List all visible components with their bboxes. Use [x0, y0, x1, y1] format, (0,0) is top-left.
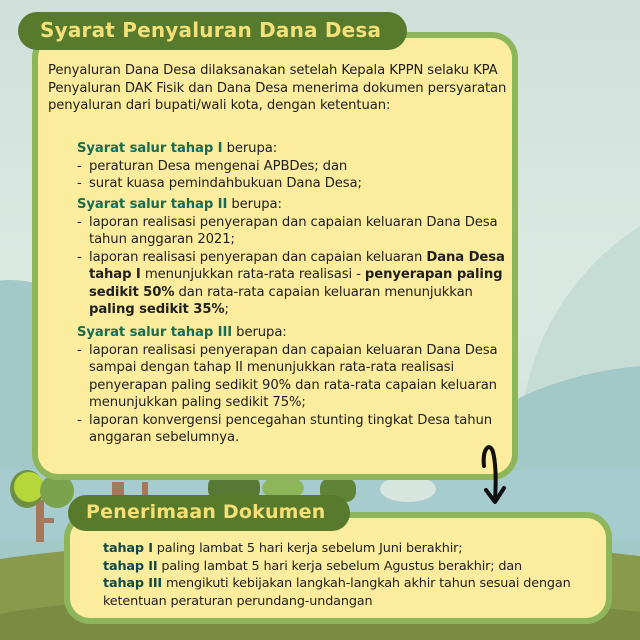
section-tahap-3: [77, 324, 517, 447]
list-item: - laporan realisasi penyerapan dan capaian keluaran Dana Desa tahap I menunjukkan rata-rata realisasi - penyerapan paling sedikit 50% dan rata-rata capaian keluaran menunjukkan paling sedikit 35%;: [77, 249, 505, 317]
section-tahap-1: [77, 140, 517, 193]
section-tahap-2: [77, 196, 517, 319]
list-item: - laporan konvergensi pencegahan stunting tingkat Desa tahun anggaran sebelumnya.: [77, 412, 493, 445]
list-item: - surat kuasa pemindahbukuan Dana Desa;: [77, 176, 362, 191]
intro-paragraph: Penyaluran Dana Desa dilaksanakan setelah Kepala KPPN selaku KPA Penyaluran DAK Fisik dan Dana Desa menerima dokumen persyaratan penyaluran dari bupati/wali kota, dengan ketentuan:: [48, 63, 507, 113]
curved-down-arrow-icon: [478, 440, 518, 510]
list-item: - peraturan Desa mengenai APBDes; dan: [77, 158, 348, 174]
list-item: - laporan realisasi penyerapan dan capaian keluaran Dana Desa sampai dengan tahap II menunjukkan rata-rata realisasi penyerapan paling sedikit 90% dan rata-rata capaian keluaran menunjukkan paling sedikit 75%;: [77, 342, 498, 410]
deadline-item: tahap III mengikuti kebijakan langkah-langkah akhir tahun sesuai dengan ketentuan peraturan perundang-undangan: [103, 576, 571, 609]
receipt-deadlines: [103, 540, 608, 610]
tree-branch: [40, 518, 54, 523]
section-heading: Syarat salur tahap III berupa:: [77, 325, 287, 340]
deadline-item: tahap I paling lambat 5 hari kerja sebelum Juni berakhir;: [103, 541, 463, 556]
document-receipt-title: Penerimaan Dokumen: [68, 495, 350, 531]
section-heading: Syarat salur tahap II berupa:: [77, 197, 282, 212]
list-item: - laporan realisasi penyerapan dan capaian keluaran Dana Desa tahun anggaran 2021;: [77, 214, 498, 247]
requirements-title: Syarat Penyaluran Dana Desa: [18, 12, 407, 50]
deadline-item: tahap II paling lambat 5 hari kerja sebelum Agustus berakhir; dan: [103, 558, 522, 574]
section-heading: Syarat salur tahap I berupa:: [77, 141, 278, 156]
